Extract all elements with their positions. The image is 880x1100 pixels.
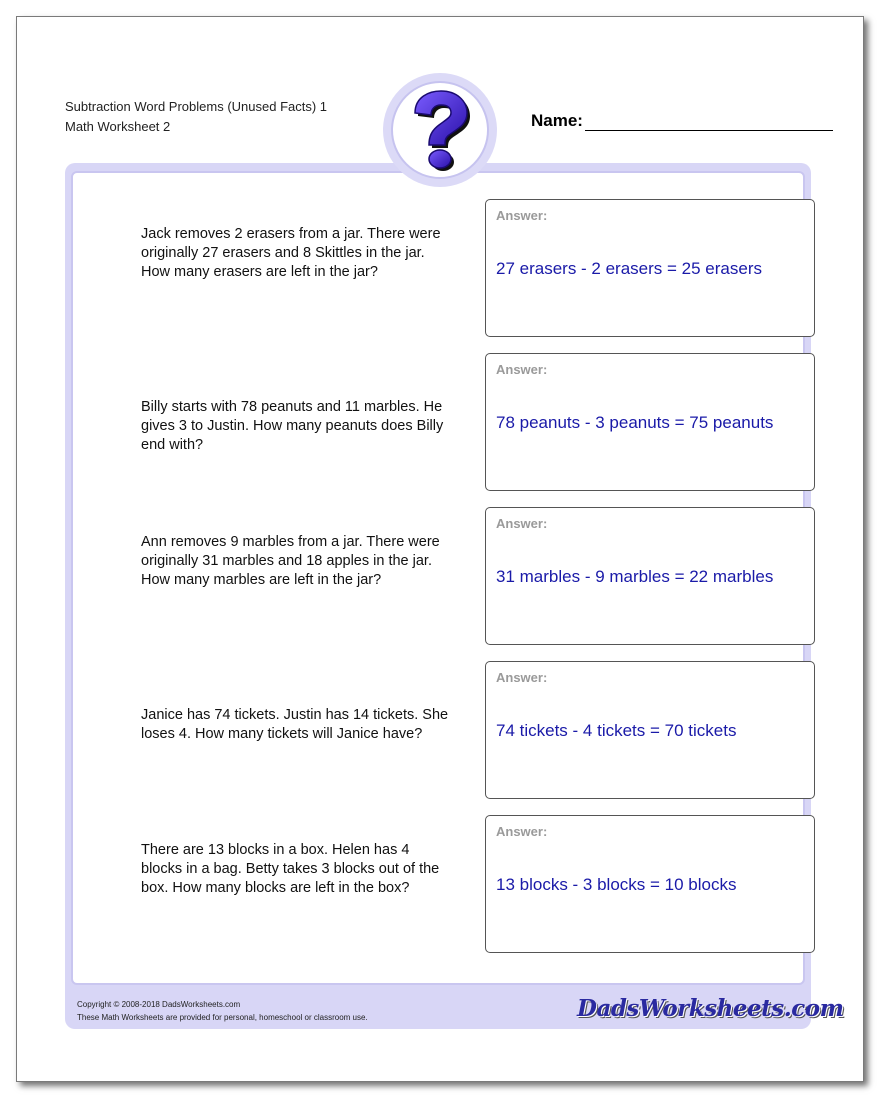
answer-label: Answer: xyxy=(496,208,548,223)
problems-panel xyxy=(71,171,805,985)
answer-text: 13 blocks - 3 blocks = 10 blocks xyxy=(496,875,737,894)
problems-frame xyxy=(65,163,811,1029)
copyright-text: Copyright © 2008-2018 DadsWorksheets.com xyxy=(77,1000,241,1009)
title-block xyxy=(65,97,327,137)
question-mark-icon xyxy=(405,89,475,171)
name-label: Name: xyxy=(531,111,583,130)
answer-box xyxy=(485,815,815,953)
answer-label: Answer: xyxy=(496,516,548,531)
answer-box xyxy=(485,199,815,337)
brand-logo: DadsWorksheets.com xyxy=(577,995,844,1022)
name-line xyxy=(585,112,833,131)
answer-label: Answer: xyxy=(496,824,548,839)
worksheet-subtitle: Math Worksheet 2 xyxy=(65,119,171,134)
answer-text: 27 erasers - 2 erasers = 25 erasers xyxy=(496,259,762,278)
name-field xyxy=(531,111,833,131)
answer-label: Answer: xyxy=(496,670,548,685)
problem-text: There are 13 blocks in a box. Helen has 4 blocks in a bag. Betty takes 3 blocks out of the box. How many blocks are left in the box? xyxy=(141,842,440,896)
answer-box xyxy=(485,661,815,799)
problem-text: Ann removes 9 marbles from a jar. There were originally 31 marbles and 18 apples in the jar. How many marbles are left in the jar? xyxy=(141,534,440,588)
answer-text: 74 tickets - 4 tickets = 70 tickets xyxy=(496,721,737,740)
problem-text: Billy starts with 78 peanuts and 11 marbles. He gives 3 to Justin. How many peanuts does Billy end with? xyxy=(141,399,444,453)
answer-text: 31 marbles - 9 marbles = 22 marbles xyxy=(496,567,774,586)
answer-box xyxy=(485,353,815,491)
answer-box xyxy=(485,507,815,645)
problem-text: Janice has 74 tickets. Justin has 14 tickets. She loses 4. How many tickets will Janice have? xyxy=(141,707,449,742)
worksheet-title: Subtraction Word Problems (Unused Facts) 1 xyxy=(65,99,328,114)
worksheet-page xyxy=(16,16,864,1082)
answer-text: 78 peanuts - 3 peanuts = 75 peanuts xyxy=(496,413,774,432)
question-emblem xyxy=(383,73,497,187)
usage-text: These Math Worksheets are provided for personal, homeschool or classroom use. xyxy=(77,1013,368,1022)
problem-text: Jack removes 2 erasers from a jar. There were originally 27 erasers and 8 Skittles in the jar. How many erasers are left in the jar? xyxy=(141,226,441,280)
answer-label: Answer: xyxy=(496,362,548,377)
